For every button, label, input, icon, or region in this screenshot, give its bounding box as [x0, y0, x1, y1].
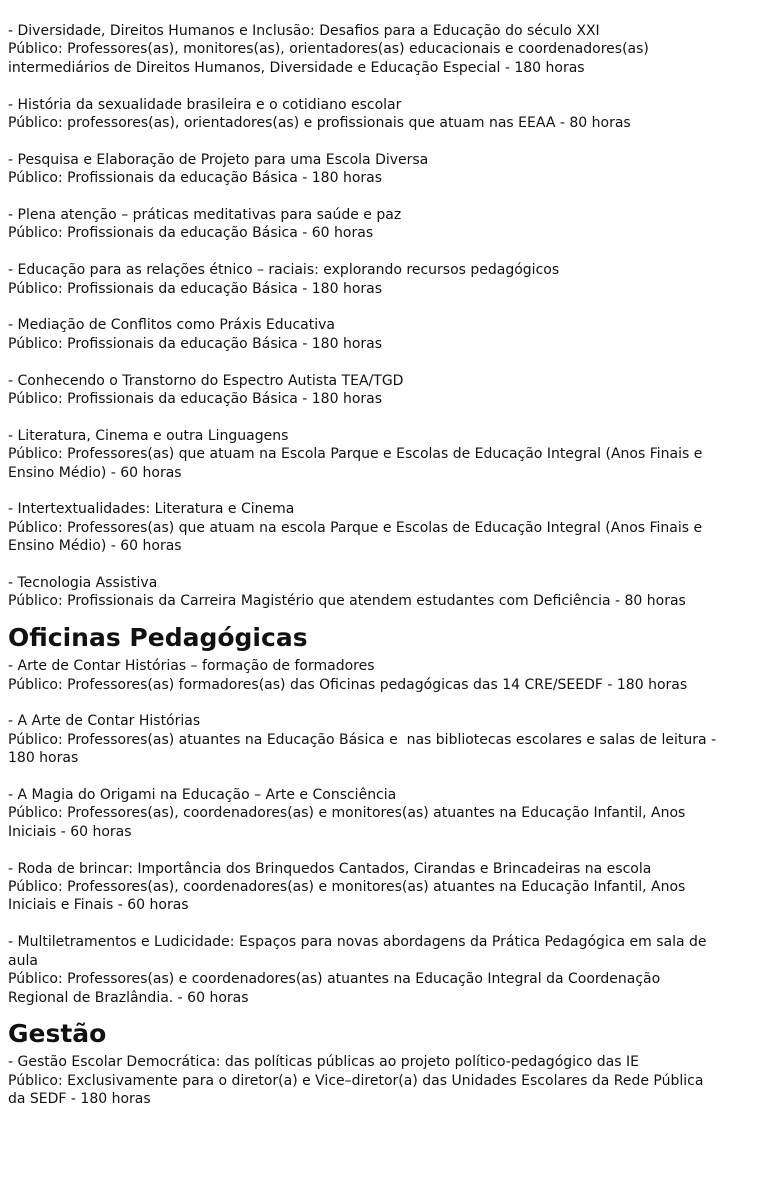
course-audience: Público: Profissionais da Carreira Magistério que atendem estudantes com Deficiência - 80 horas: [8, 593, 686, 610]
course-audience: Público: Profissionais da educação Básica - 180 horas: [8, 170, 383, 187]
course-entry: [8, 22, 760, 77]
course-entry: [8, 933, 760, 1007]
course-entry: [8, 860, 760, 915]
section-heading-oficinas: Oficinas Pedagógicas: [8, 623, 308, 653]
course-title: - Literatura, Cinema e outra Linguagens: [8, 427, 289, 444]
course-title: - Intertextualidades: Literatura e Cinema: [8, 501, 295, 518]
course-audience: Público: professores(as), orientadores(as) e profissionais que atuam nas EEAA - 80 horas: [8, 115, 631, 132]
course-title: - Tecnologia Assistiva: [8, 575, 158, 592]
course-audience: Público: Profissionais da educação Básica - 180 horas: [8, 391, 383, 408]
course-entry: [8, 657, 760, 694]
course-audience: Público: Professores(as), monitores(as), orientadores(as) educacionais e coordenadores(as): [8, 41, 649, 58]
course-audience: intermediários de Direitos Humanos, Diversidade e Educação Especial - 180 horas: [8, 59, 585, 76]
course-audience: Público: Professores(as) que atuam na escola Parque e Escolas de Educação Integral (Anos Finais e: [8, 519, 703, 536]
course-title: - Mediação de Conflitos como Práxis Educativa: [8, 317, 336, 334]
course-title: - Gestão Escolar Democrática: das políticas públicas ao projeto político-pedagógico das IE: [8, 1054, 639, 1071]
course-entry: [8, 316, 760, 353]
course-title: - História da sexualidade brasileira e o cotidiano escolar: [8, 96, 402, 113]
course-audience: Público: Professores(as), coordenadores(as) e monitores(as) atuantes na Educação Infantil, Anos: [8, 805, 686, 822]
course-audience: Público: Professores(as) e coordenadores(as) atuantes na Educação Integral da Coordenação: [8, 971, 661, 988]
course-audience: da SEDF - 180 horas: [8, 1091, 151, 1108]
course-entry: [8, 151, 760, 188]
course-audience: Regional de Brazlândia. - 60 horas: [8, 989, 249, 1006]
course-title: - Educação para as relações étnico – raciais: explorando recursos pedagógicos: [8, 262, 560, 279]
course-audience: Público: Profissionais da educação Básica - 180 horas: [8, 280, 383, 297]
course-entry: [8, 261, 760, 298]
course-title: - A Magia do Origami na Educação – Arte e Consciência: [8, 787, 397, 804]
course-audience: Público: Profissionais da educação Básica - 60 horas: [8, 225, 374, 242]
course-audience: Ensino Médio) - 60 horas: [8, 464, 182, 481]
course-title: - A Arte de Contar Histórias: [8, 713, 201, 730]
course-entry: [8, 96, 760, 133]
course-entry: [8, 786, 760, 841]
course-entry: [8, 1053, 760, 1108]
course-audience: Público: Professores(as) que atuam na Escola Parque e Escolas de Educação Integral (Anos Finais e: [8, 446, 703, 463]
course-audience: Iniciais - 60 horas: [8, 823, 132, 840]
course-title: - Roda de brincar: Importância dos Brinquedos Cantados, Cirandas e Brincadeiras na escola: [8, 860, 652, 877]
course-audience: 180 horas: [8, 750, 79, 767]
course-audience: Público: Exclusivamente para o diretor(a) e Vice–diretor(a) das Unidades Escolares da Rede Pública: [8, 1072, 704, 1089]
section-heading-gestao: Gestão: [8, 1019, 107, 1049]
course-entry: [8, 574, 760, 611]
course-title-continued: aula: [8, 952, 38, 969]
course-audience: Público: Professores(as) atuantes na Educação Básica e nas bibliotecas escolares e salas de leitura -: [8, 731, 717, 748]
course-entry: [8, 500, 760, 555]
course-title: - Plena atenção – práticas meditativas para saúde e paz: [8, 207, 402, 224]
course-title: - Arte de Contar Histórias – formação de formadores: [8, 658, 375, 675]
course-audience: Público: Profissionais da educação Básica - 180 horas: [8, 335, 383, 352]
course-title: - Diversidade, Direitos Humanos e Inclusão: Desafios para a Educação do século XXI: [8, 23, 600, 39]
course-list-document: [8, 22, 760, 1127]
course-title: - Multiletramentos e Ludicidade: Espaços para novas abordagens da Prática Pedagógica em sala de: [8, 934, 707, 951]
course-title: - Pesquisa e Elaboração de Projeto para uma Escola Diversa: [8, 151, 429, 168]
course-audience: Iniciais e Finais - 60 horas: [8, 897, 189, 914]
course-audience: Público: Professores(as), coordenadores(as) e monitores(as) atuantes na Educação Infantil, Anos: [8, 879, 686, 896]
course-entry: [8, 206, 760, 243]
course-title: - Conhecendo o Transtorno do Espectro Autista TEA/TGD: [8, 372, 404, 389]
course-entry: [8, 712, 760, 767]
course-audience: Ensino Médio) - 60 horas: [8, 538, 182, 555]
course-entry: [8, 372, 760, 409]
course-audience: Público: Professores(as) formadores(as) das Oficinas pedagógicas das 14 CRE/SEEDF - 180 horas: [8, 676, 688, 693]
course-entry: [8, 427, 760, 482]
